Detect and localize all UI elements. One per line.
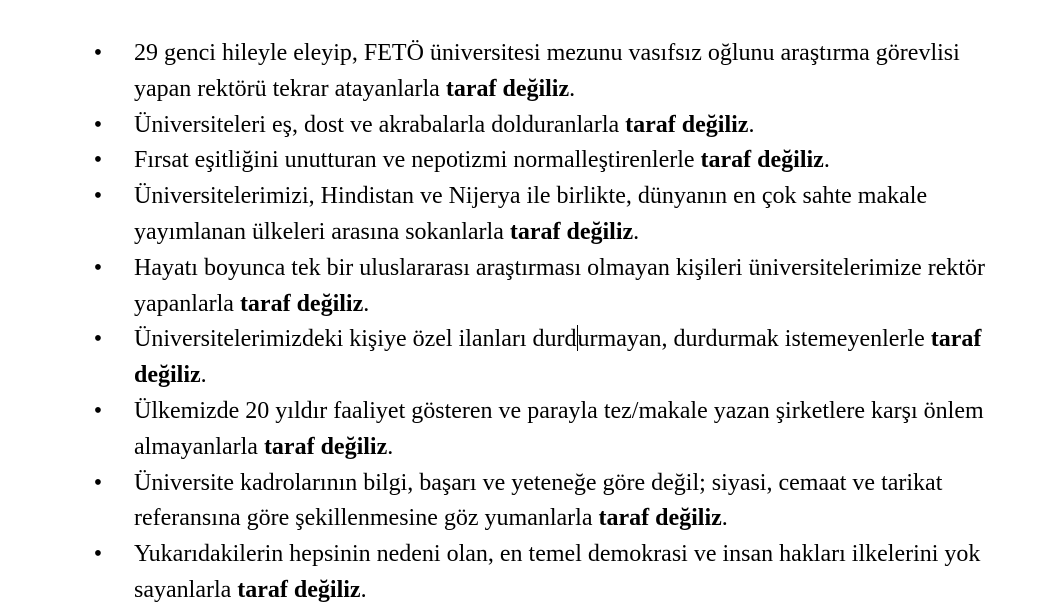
list-item — [0, 251, 1051, 323]
list-item — [0, 179, 1051, 251]
bullet-icon: • — [93, 40, 103, 66]
bullet-icon: • — [93, 183, 103, 210]
emphasis-text: taraf değiliz — [134, 326, 982, 389]
bullet-icon: • — [93, 326, 103, 353]
bullet-icon: • — [93, 111, 103, 138]
emphasis-text: taraf değiliz — [263, 433, 388, 460]
bullet-icon: • — [93, 469, 103, 496]
list-item — [0, 143, 1051, 179]
list-item-text[interactable]: Yukarıdakilerin hepsinin nedeni olan, en temel demokrasi ve insan hakları ilkelerini yok sayanlarla taraf değiliz. — [134, 541, 981, 603]
list-item-text[interactable]: Üniversite kadrolarının bilgi, başarı ve yeteneğe göre değil; siyasi, cemaat ve tarikat referansına göre şekillenmesine göz yumanlarla taraf değiliz. — [134, 469, 943, 532]
list-item-text[interactable]: Hayatı boyunca tek bir uluslararası araştırması olmayan kişileri üniversitelerimize rektör yapanlarla taraf değiliz. — [134, 254, 986, 317]
emphasis-text: taraf değiliz — [625, 111, 749, 138]
bullet-list — [0, 36, 1051, 609]
list-item-text[interactable]: 29 genci hileyle eleyip, FETÖ üniversitesi mezunu vasıfsız oğlunu araştırma görevlisi yapan rektörü tekrar atayanlarla taraf değiliz. — [134, 40, 960, 102]
emphasis-text: taraf değiliz — [237, 576, 361, 603]
list-item-text[interactable]: Üniversiteleri eş, dost ve akrabalarla dolduranlarla taraf değiliz. — [134, 111, 755, 138]
bullet-icon: • — [93, 254, 103, 281]
list-item — [0, 394, 1051, 466]
emphasis-text: taraf değiliz — [700, 147, 824, 174]
emphasis-text: taraf değiliz — [239, 290, 364, 317]
list-item-text[interactable]: Üniversitelerimizdeki kişiye özel ilanları durdurmayan, durdurmak istemeyenlerle taraf değiliz. — [134, 326, 982, 389]
list-item-text[interactable]: Fırsat eşitliğini unutturan ve nepotizmi normalleştirenlerle taraf değiliz. — [134, 147, 830, 174]
list-item — [0, 322, 1051, 394]
list-item-text[interactable]: Ülkemizde 20 yıldır faaliyet gösteren ve parayla tez/makale yazan şirketlere karşı önlem almayanlarla taraf değiliz. — [134, 397, 984, 460]
list-item — [0, 466, 1051, 538]
bullet-icon: • — [93, 147, 103, 174]
bullet-icon: • — [93, 397, 103, 424]
emphasis-text: taraf değiliz — [598, 505, 722, 532]
list-item-text[interactable]: Üniversitelerimizi, Hindistan ve Nijerya ile birlikte, dünyanın en çok sahte makale yayımlanan ülkeleri arasına sokanlarla taraf değiliz. — [134, 183, 928, 245]
list-item — [0, 537, 1051, 609]
list-item — [0, 108, 1051, 144]
bullet-icon: • — [93, 541, 103, 568]
emphasis-text: taraf değiliz — [509, 218, 634, 245]
list-item — [0, 36, 1051, 108]
emphasis-text: taraf değiliz — [445, 75, 570, 102]
